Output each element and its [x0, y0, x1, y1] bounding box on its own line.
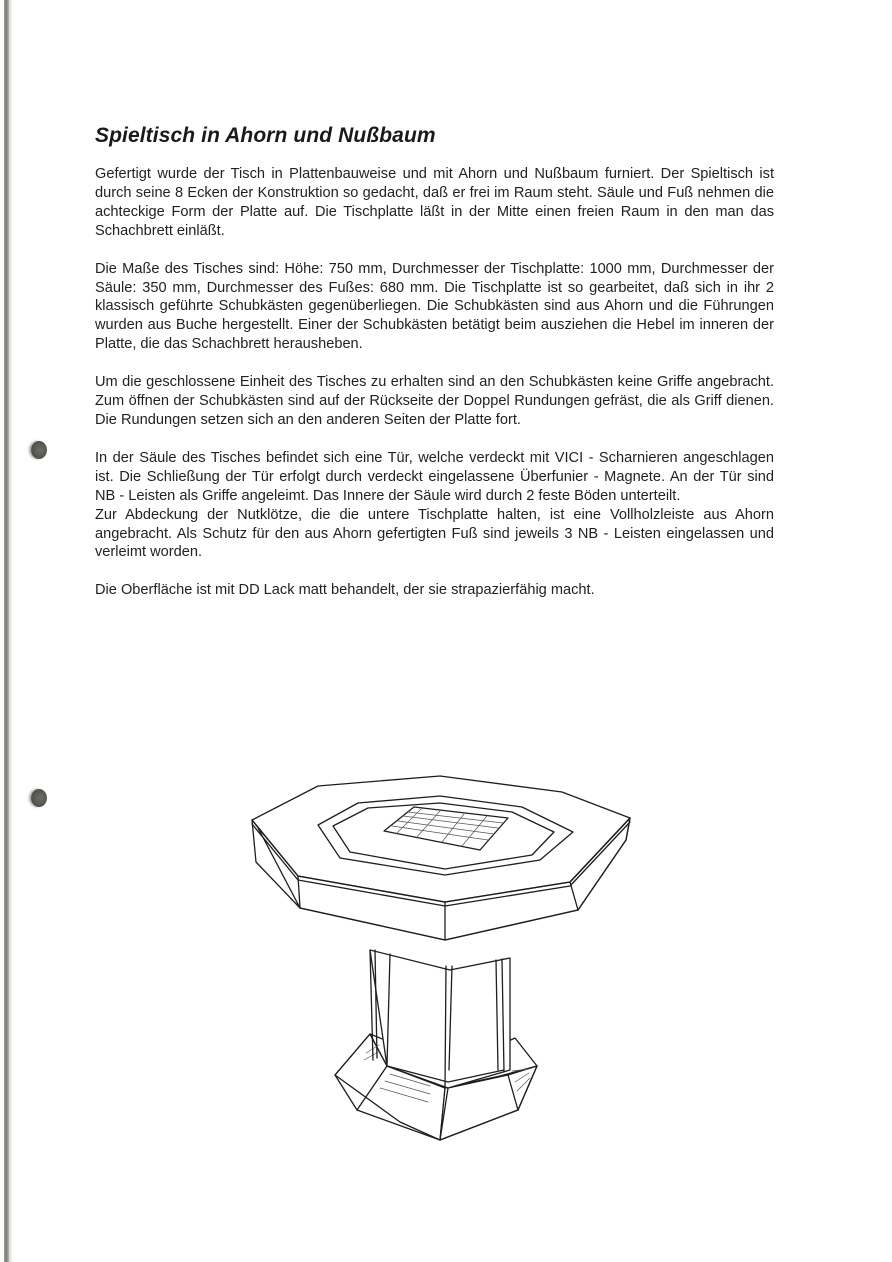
scan-page-edge-shadow	[9, 0, 13, 1262]
paragraph-surface: Die Oberfläche ist mit DD Lack matt behandelt, der sie strapazierfähig macht.	[95, 582, 595, 599]
paragraph-handles: Um die geschlossene Einheit des Tisches zu erhalten sind an den Schubkästen keine Griffe angebracht. Zum öffnen der Schubkästen sind auf der Rückseite der Doppel Rundungen gefräst, die als Griff dienen. Die Rundungen setzen sich an den anderen Seiten der Platte fort.	[95, 374, 774, 428]
paragraph-base-protection: Zur Abdeckung der Nutklötze, die die untere Tischplatte halten, ist eine Vollholzleiste aus Ahorn angebracht. Als Schutz für den aus Ahorn gefertigten Fuß sind jeweils 3 NB - Leisten eingelassen und verleimt worden.	[95, 506, 774, 561]
table-illustration	[240, 770, 650, 1160]
document-title: Spieltisch in Ahorn und Nußbaum	[95, 124, 436, 147]
document-body	[95, 124, 774, 619]
paragraph-dimensions: Die Maße des Tisches sind: Höhe: 750 mm, Durchmesser der Tischplatte: 1000 mm, Durchmesser der Säule: 350 mm, Durchmesser des Fußes: 680 mm. Die Tischplatte ist so gearbeitet, daß sich in ihr 2 klassisch geführte Schubkästen gegenüberliegen. Die Schubkästen sind aus Ahorn und die Führungen wurden aus Buche hergestellt. Einer der Schubkästen betätigt beim ausziehen die Hebel im inneren der Platte, die das Schachbrett herausheben.	[95, 260, 774, 353]
punch-hole-icon	[31, 441, 47, 459]
table-line-drawing	[240, 770, 650, 1160]
paragraph-construction: Gefertigt wurde der Tisch in Plattenbauweise und mit Ahorn und Nußbaum furniert. Der Spieltisch ist durch seine 8 Ecken der Konstruktion so gedacht, daß er frei im Raum steht. Säule und Fuß nehmen die achteckige Form der Platte auf. Die Tischplatte läßt in der Mitte einen freien Raum in den man das Schachbrett einläßt.	[95, 166, 774, 239]
punch-hole-icon	[31, 789, 47, 807]
paragraph-column-door: In der Säule des Tisches befindet sich eine Tür, welche verdeckt mit VICI - Scharnieren angeschlagen ist. Die Schließung der Tür erfolgt durch verdeckt eingelassene Überfunier - Magnete. An der Tür sind NB - Leisten als Griffe angeleimt. Das Innere der Säule wird durch 2 feste Böden unterteilt.	[95, 449, 774, 504]
table-column	[370, 950, 510, 1088]
